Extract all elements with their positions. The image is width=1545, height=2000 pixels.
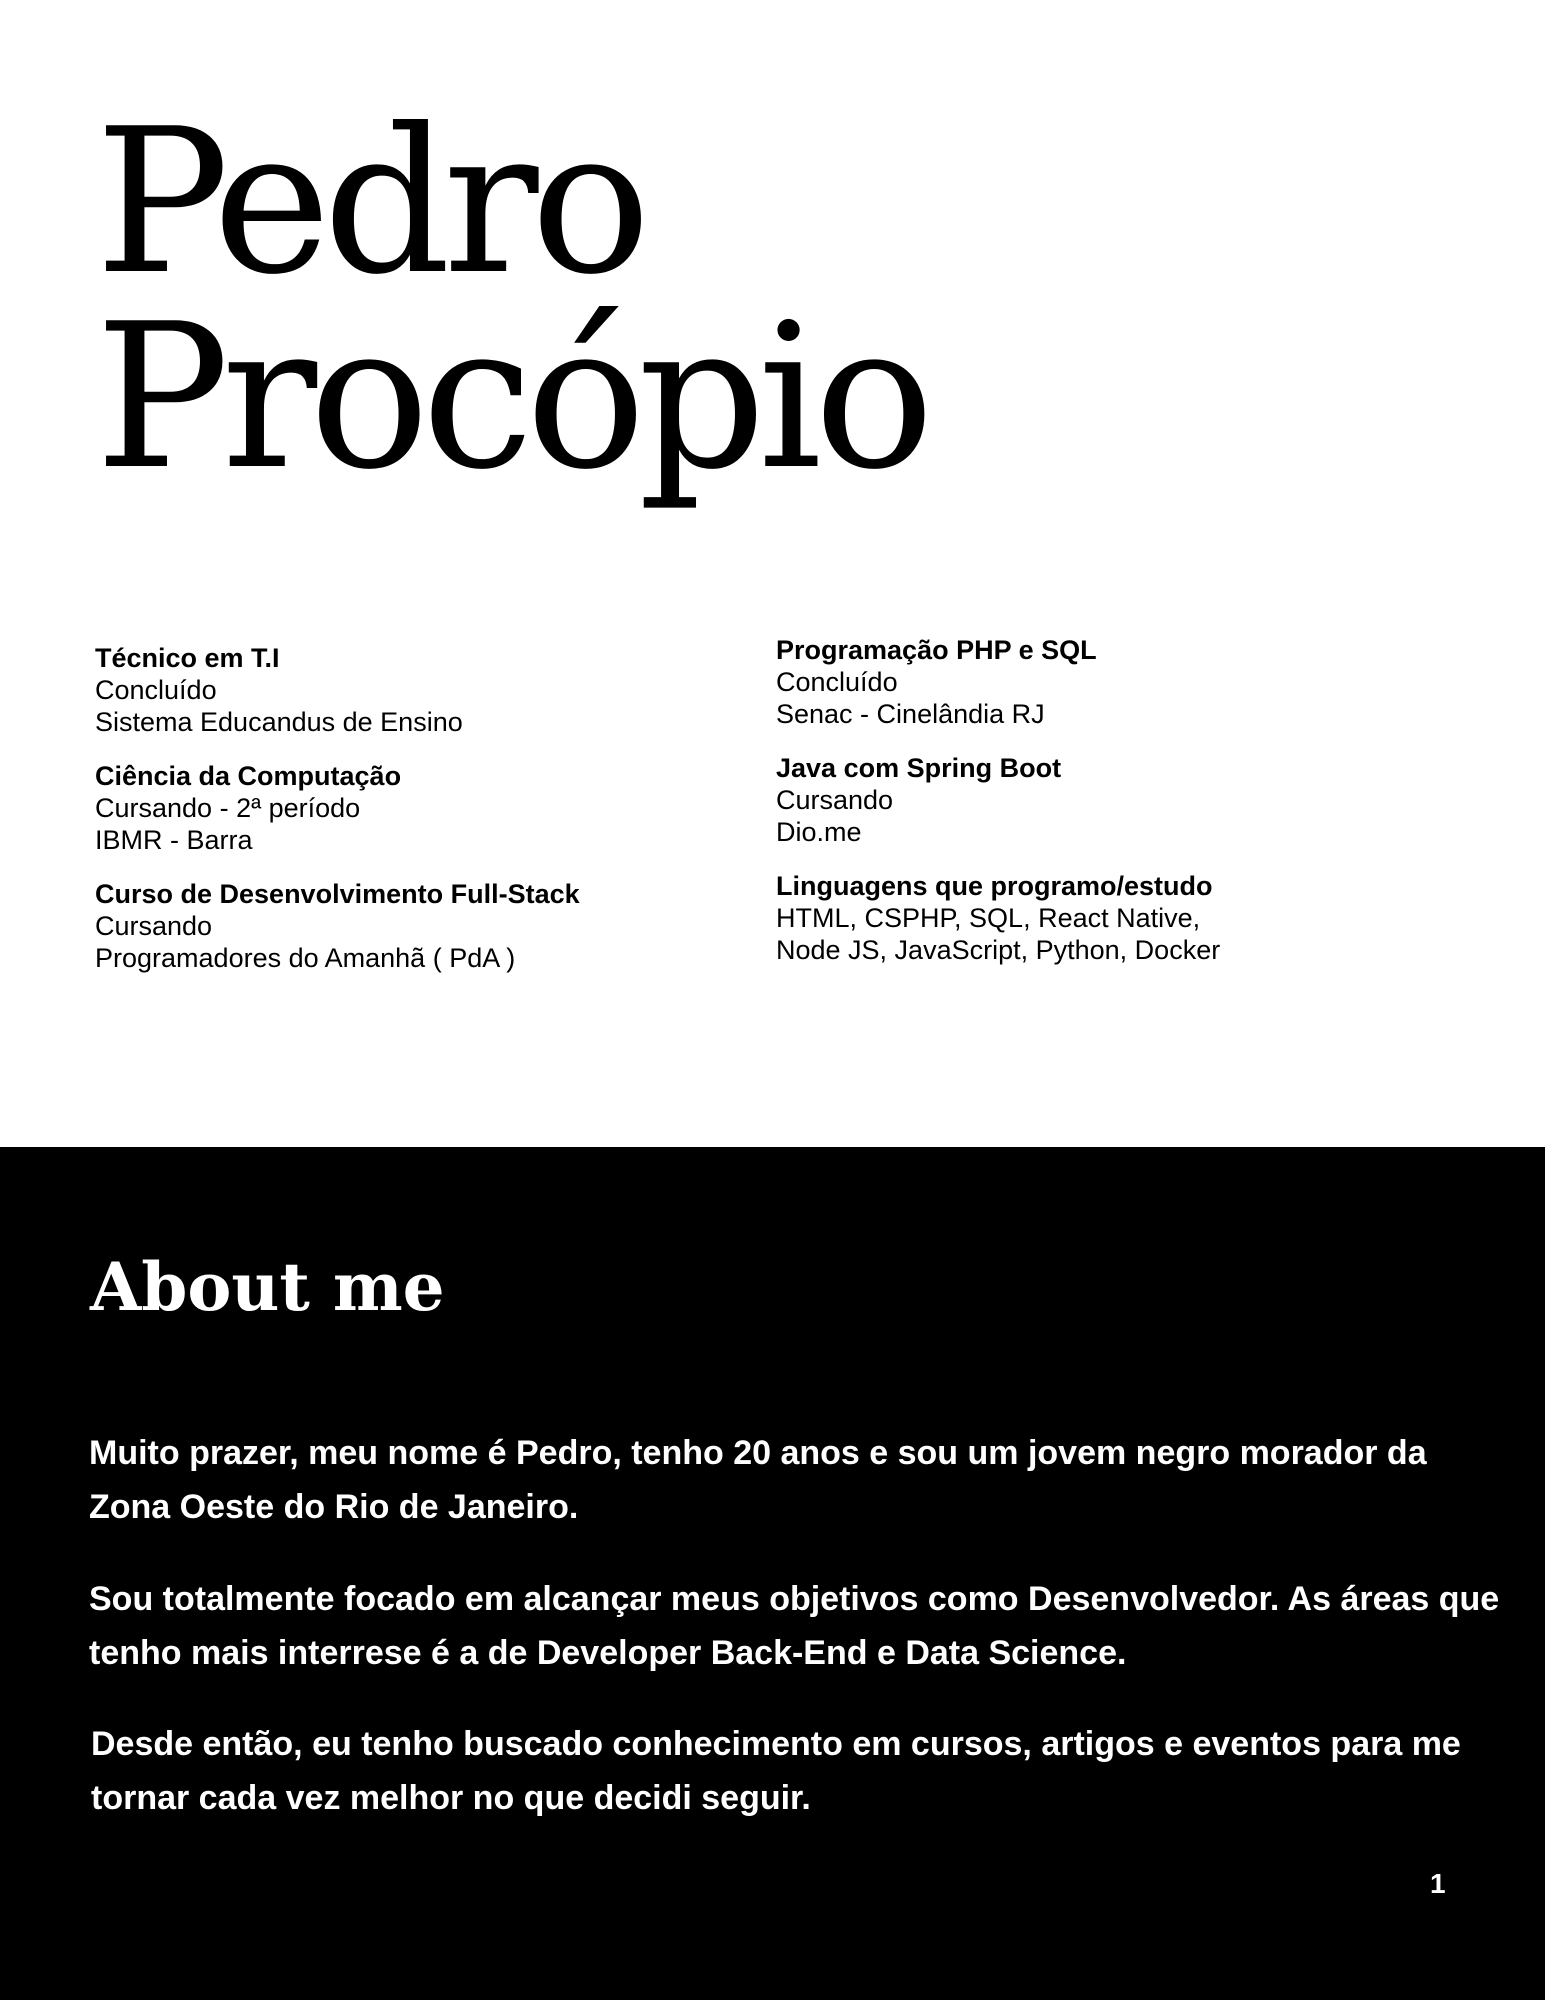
education-entry (776, 634, 1416, 730)
about-paragraph: Muito prazer, meu nome é Pedro, tenho 20 anos e sou um jovem negro morador da Zona Oeste do Rio de Janeiro. (89, 1434, 1427, 1526)
entry-title: Linguagens que programo/estudo (776, 871, 1213, 901)
education-entry (95, 760, 735, 856)
entry-institution: Sistema Educandus de Ensino (95, 707, 463, 737)
education-entry (95, 878, 735, 974)
entry-institution: Senac - Cinelândia RJ (776, 699, 1045, 729)
entry-title: Curso de Desenvolvimento Full-Stack (95, 879, 580, 909)
about-paragraph: Desde então, eu tenho buscado conhecimento em cursos, artigos e eventos para me tornar cada vez melhor no que decidi seguir. (91, 1725, 1461, 1817)
education-entry (776, 752, 1416, 848)
page-title (95, 86, 927, 514)
entry-status: Cursando - 2ª período (95, 793, 361, 823)
education-column-left (95, 642, 735, 996)
entry-institution: IBMR - Barra (95, 825, 253, 855)
entry-status: Cursando (776, 785, 894, 815)
education-entry (95, 642, 735, 738)
entry-institution: Dio.me (776, 817, 862, 847)
entry-status: Cursando (95, 911, 213, 941)
last-name: Procópio (95, 281, 927, 514)
about-title: About me (90, 1248, 445, 1326)
entry-status: Concluído (776, 667, 898, 697)
entry-title: Programação PHP e SQL (776, 635, 1097, 665)
skills-line-1: HTML, CSPHP, SQL, React Native, (776, 903, 1201, 933)
entry-institution: Programadores do Amanhã ( PdA ) (95, 943, 516, 973)
page-number: 1 (1430, 1868, 1446, 1899)
first-name: Pedro (95, 86, 643, 319)
about-section (0, 1147, 1545, 2000)
skills-entry (776, 870, 1416, 966)
skills-line-2: Node JS, JavaScript, Python, Docker (776, 935, 1221, 965)
entry-status: Concluído (95, 675, 217, 705)
entry-title: Técnico em T.I (95, 643, 280, 673)
education-column-right (776, 634, 1416, 988)
entry-title: Ciência da Computação (95, 761, 402, 791)
entry-title: Java com Spring Boot (776, 753, 1062, 783)
about-paragraph: Sou totalmente focado em alcançar meus objetivos como Desenvolvedor. As áreas que tenho mais interrese é a de Developer Back-End e Data Science. (89, 1580, 1500, 1672)
